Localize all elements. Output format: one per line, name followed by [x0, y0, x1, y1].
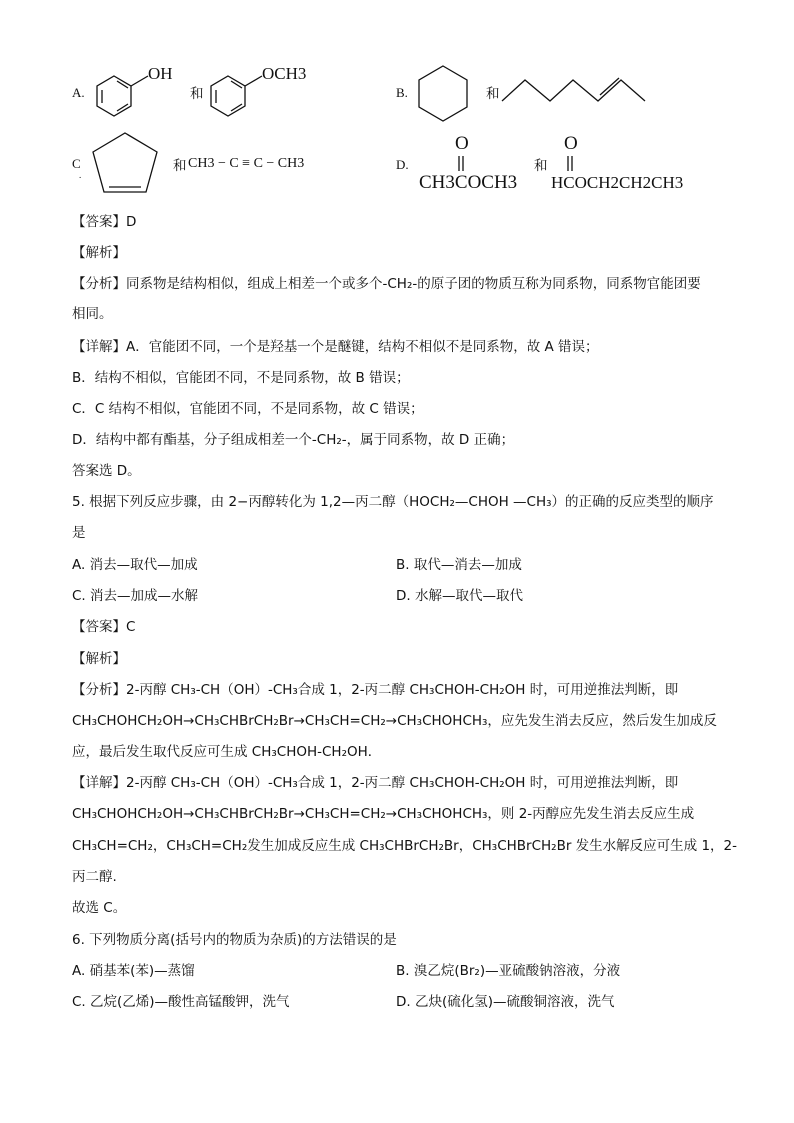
acetone-carbonyl-o: O: [455, 133, 469, 154]
q6-option-a: A. 硝基苯(苯)—蒸馏: [72, 963, 195, 979]
q5-detail-line3: CH₃CH=CH₂，CH₃CH=CH₂发生加成反应生成 CH₃CHBrCH₂Br，CH₃CHBrCH₂Br 发生水解反应可生成 1，2-: [72, 838, 738, 854]
option-c-and: 和: [173, 158, 187, 174]
q5-stem-line1: 5. 根据下列反应步骤，由 2−丙醇转化为 1,2—丙二醇（HOCH₂—CHOH —CH₃）的正确的反应类型的顺序: [72, 494, 714, 510]
q6-option-c: C. 乙烷(乙烯)—酸性高锰酸钾，洗气: [72, 994, 290, 1010]
q4-choose: 答案选 D。: [72, 463, 141, 479]
q5-option-c: C. 消去—加成—水解: [72, 588, 199, 604]
q4-detail-b: B．结构不相似，官能团不同，不是同系物，故 B 错误；: [72, 370, 410, 386]
q5-jiexi-heading: 【解析】: [72, 651, 126, 667]
q5-analysis-line3: 应，最后发生取代反应可生成 CH₃CHOH-CH₂OH．: [72, 744, 382, 760]
butyne-formula: CH3 − C ≡ C − CH3: [188, 156, 305, 171]
q5-detail-line4: 丙二醇.: [72, 869, 117, 885]
anisole-och3-group: OCH3: [262, 64, 307, 83]
option-a-and: 和: [190, 86, 204, 102]
ester-formula: HCOCH2CH2CH3: [551, 173, 684, 192]
option-a-label: A.: [72, 85, 85, 100]
q6-option-b: B. 溴乙烷(Br₂)—亚硫酸钠溶液，分液: [396, 963, 621, 979]
q5-option-d: D. 水解—取代—取代: [396, 588, 523, 604]
q5-analysis-line2: CH₃CHOHCH₂OH→CH₃CHBrCH₂Br→CH₃CH=CH₂→CH₃CHOHCH₃，应先发生消去反应，然后发生加成反: [72, 713, 717, 729]
q6-option-d: D. 乙炔(硫化氢)—硫酸铜溶液，洗气: [396, 994, 615, 1010]
q5-detail-line1: 【详解】2-丙醇 CH₃-CH（OH）-CH₃合成 1，2-丙二醇 CH₃CHOH-CH₂OH 时，可用逆推法判断，即: [72, 775, 679, 791]
acetone-formula: CH3COCH3: [419, 172, 518, 193]
option-b-and: 和: [486, 86, 500, 102]
q5-detail-line2: CH₃CHOHCH₂OH→CH₃CHBrCH₂Br→CH₃CH=CH₂→CH₃CHOHCH₃，则 2-丙醇应先发生消去反应生成: [72, 806, 695, 822]
option-c-label: C: [72, 156, 81, 171]
option-d-label: D.: [396, 157, 409, 172]
q5-stem-line2: 是: [72, 525, 86, 541]
q5-analysis-line1: 【分析】2-丙醇 CH₃-CH（OH）-CH₃合成 1，2-丙二醇 CH₃CHOH-CH₂OH 时，可用逆推法判断，即: [72, 682, 679, 698]
ester-carbonyl-o: O: [564, 133, 578, 154]
q4-detail-d: D．结构中都有酯基，分子组成相差一个-CH₂-，属于同系物，故 D 正确；: [72, 432, 515, 448]
q4-analysis-line1: 【分析】同系物是结构相似，组成上相差一个或多个-CH₂-的原子团的物质互称为同系物，同系物官能团要: [72, 276, 701, 292]
q5-option-a: A. 消去—取代—加成: [72, 557, 198, 573]
option-b-label: B.: [396, 85, 408, 100]
q4-detail-c: C．C 结构不相似，官能团不同，不是同系物，故 C 错误；: [72, 401, 424, 417]
option-c-dot: .: [79, 170, 82, 180]
q5-answer: 【答案】C: [72, 619, 136, 635]
phenol-oh-group: OH: [148, 64, 173, 83]
q4-jiexi-heading: 【解析】: [72, 245, 126, 261]
q5-choose: 故选 C。: [72, 900, 127, 916]
q4-answer: 【答案】D: [72, 214, 137, 230]
q5-option-b: B. 取代—消去—加成: [396, 557, 522, 573]
q4-detail-a: 【详解】A．官能团不同，一个是羟基一个是醚键，结构不相似不是同系物，故 A 错误；: [72, 339, 599, 355]
q4-analysis-line2: 相同。: [72, 306, 113, 322]
option-d-and: 和: [534, 158, 548, 174]
q6-stem: 6. 下列物质分离(括号内的物质为杂质)的方法错误的是: [72, 932, 397, 948]
